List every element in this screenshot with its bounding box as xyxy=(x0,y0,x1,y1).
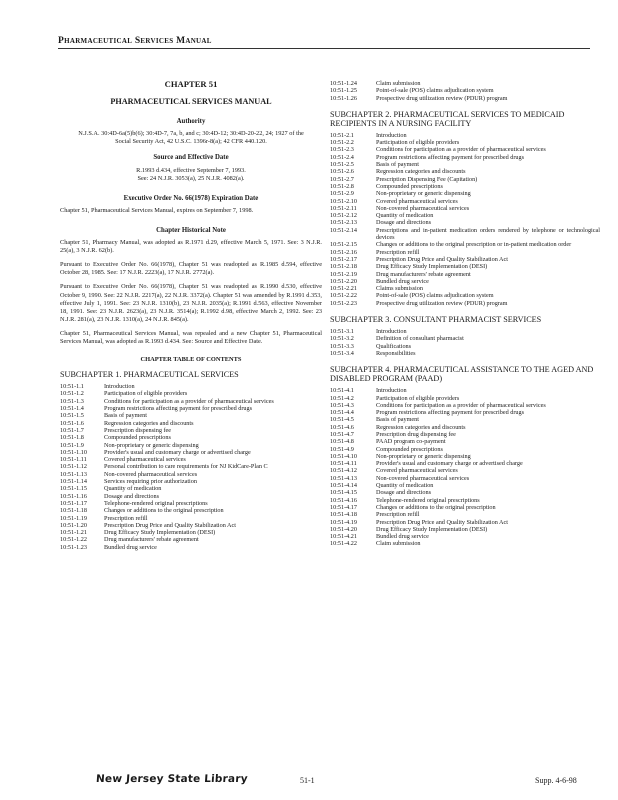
toc-entry-title: Quantity of medication xyxy=(376,482,434,490)
toc-entry-title: Non-covered pharmaceutical services xyxy=(376,204,470,212)
toc-entry-title: Compounded prescriptions xyxy=(104,434,171,442)
toc-entry-number: 10:51-1.22 xyxy=(60,536,87,544)
toc-entry-title: Dosage and directions xyxy=(104,492,159,500)
toc-entry xyxy=(60,500,322,507)
toc-entry-number: 10:51-4.15 xyxy=(330,489,357,497)
toc-entry-title: Drug manufacturers' rebate agreement xyxy=(376,270,471,278)
toc-entry xyxy=(60,529,322,536)
toc-entry-number: 10:51-1.8 xyxy=(60,434,84,442)
toc-entry-number: 10:51-4.19 xyxy=(330,518,357,526)
toc-entry xyxy=(60,434,322,441)
toc-entry xyxy=(60,405,322,412)
toc-entry-title: Definition of consultant pharmacist xyxy=(376,335,464,343)
toc-entry xyxy=(330,168,600,175)
toc-entry-title: Changes or additions to the original prescription xyxy=(376,503,496,511)
subchapter-1-toc-continued xyxy=(330,80,600,102)
toc-entry xyxy=(330,533,600,540)
toc-entry-title: Bundled drug service xyxy=(376,533,429,541)
toc-entry-title: Bundled drug service xyxy=(104,543,157,551)
toc-entry xyxy=(330,198,600,205)
toc-entry xyxy=(330,540,600,547)
toc-entry xyxy=(60,398,322,405)
history-paragraph-4: Chapter 51, Pharmaceutical Services Manual, was repealed and a new Chapter 51, Pharmaceutical Services Manual, was adopted as R.1993 d.434. See: Source and Effective Date. xyxy=(60,329,322,345)
toc-entry xyxy=(60,456,322,463)
history-paragraph-2: Pursuant to Executive Order No. 66(1978), Chapter 51 was readopted as R.1985 d.594, effective October 28, 1985. See: 17 N.J.R. 2223(a), 17 N.J.R. 2772(a). xyxy=(60,261,322,277)
toc-entry-number: 10:51-1.24 xyxy=(330,80,357,87)
toc-entry xyxy=(330,395,600,402)
toc-entry-title: Basis of payment xyxy=(376,161,419,169)
toc-entry-title: Quantity of medication xyxy=(104,485,162,493)
toc-entry-number: 10:51-3.1 xyxy=(330,328,354,336)
toc-entry xyxy=(60,478,322,485)
toc-entry-title: Non-proprietary or generic dispensing xyxy=(104,441,199,449)
toc-entry-number: 10:51-2.9 xyxy=(330,190,354,198)
toc-entry-number: 10:51-4.10 xyxy=(330,452,357,460)
manual-title: PHARMACEUTICAL SERVICES MANUAL xyxy=(110,97,272,107)
toc-entry-title: Provider's usual and customary charge or advertised charge xyxy=(104,448,251,456)
toc-entry-title: Prescription dispensing fee xyxy=(104,426,172,434)
toc-entry-title: Prescription refill xyxy=(104,514,148,522)
toc-entry-title: Claim submission xyxy=(376,540,421,548)
toc-entry-title: Claims submission xyxy=(376,285,423,293)
toc-entry xyxy=(330,146,600,153)
toc-entry-number: 10:51-1.11 xyxy=(60,456,87,464)
toc-entry-number: 10:51-4.20 xyxy=(330,525,357,533)
toc-entry xyxy=(330,497,600,504)
toc-entry xyxy=(60,515,322,522)
toc-entry xyxy=(60,390,322,397)
subchapter-1-title: SUBCHAPTER 1. PHARMACEUTICAL SERVICES xyxy=(60,370,239,380)
toc-entry xyxy=(330,87,600,94)
toc-entry-number: 10:51-2.15 xyxy=(330,241,357,249)
toc-entry-title: Conditions for participation as a provider of pharmaceutical services xyxy=(376,401,546,409)
toc-entry-title: Participation of eligible providers xyxy=(376,394,460,402)
subchapter-4-toc xyxy=(330,387,600,548)
toc-entry xyxy=(330,292,600,299)
toc-entry-number: 10:51-4.1 xyxy=(330,387,354,395)
toc-entry-title: Bundled drug service xyxy=(376,277,429,285)
toc-entry-number: 10:51-1.16 xyxy=(60,492,87,500)
toc-entry-title: Non-proprietary or generic dispensing xyxy=(376,190,471,198)
subchapter-4-title: SUBCHAPTER 4. PHARMACEUTICAL ASSISTANCE TO THE AGED AND DISABLED PROGRAM (PAAD) xyxy=(330,365,594,384)
toc-entry-number: 10:51-4.9 xyxy=(330,445,354,453)
toc-entry xyxy=(330,431,600,438)
toc-entry-number: 10:51-2.6 xyxy=(330,168,354,176)
toc-entry-title: Conditions for participation as a provider of pharmaceutical services xyxy=(104,397,274,405)
toc-entry-number: 10:51-4.13 xyxy=(330,474,357,482)
toc-entry xyxy=(330,519,600,526)
toc-entry xyxy=(330,219,600,226)
toc-entry xyxy=(330,328,600,335)
toc-entry-title: Program restrictions affecting payment for prescribed drugs xyxy=(376,409,524,417)
toc-entry xyxy=(330,80,600,87)
toc-entry-number: 10:51-4.11 xyxy=(330,460,357,468)
exec-order-text: Chapter 51, Pharmaceutical Services Manual, expires on September 7, 1998. xyxy=(60,206,254,214)
history-paragraph-1: Chapter 51, Pharmacy Manual, was adopted as R.1971 d.29, effective March 5, 1971. See: 3 N.J.R. 25(a), 3 N.J.R. 62(b). xyxy=(60,239,322,255)
toc-entry-number: 10:51-1.20 xyxy=(60,521,87,529)
toc-entry-title: Dosage and directions xyxy=(376,219,431,227)
toc-entry-number: 10:51-2.23 xyxy=(330,299,357,307)
toc-entry xyxy=(330,132,600,139)
toc-entry-number: 10:51-1.7 xyxy=(60,426,84,434)
toc-entry xyxy=(330,387,600,394)
toc-entry-number: 10:51-1.13 xyxy=(60,470,87,478)
authority-heading: Authority xyxy=(176,118,206,126)
toc-entry-title: Covered pharmaceutical services xyxy=(104,456,186,464)
toc-entry-title: Provider's usual and customary charge or advertised charge xyxy=(376,460,523,468)
toc-entry-title: Point-of-sale (POS) claims adjudication system xyxy=(376,87,494,95)
toc-entry xyxy=(330,95,600,102)
toc-entry-number: 10:51-2.10 xyxy=(330,197,357,205)
supplement-date: Supp. 4-6-98 xyxy=(535,776,577,785)
toc-entry-title: Dosage and directions xyxy=(376,489,431,497)
toc-entry xyxy=(330,438,600,445)
toc-entry-number: 10:51-2.12 xyxy=(330,212,357,220)
toc-entry-title: Changes or additions to the original prescription or in-patient medication order xyxy=(376,241,572,249)
toc-entry-number: 10:51-2.5 xyxy=(330,161,354,169)
source-line-1: R.1993 d.434, effective September 7, 1993. xyxy=(136,166,246,174)
toc-entry xyxy=(330,176,600,183)
toc-entry xyxy=(330,343,600,350)
toc-entry-title: Responsibilities xyxy=(376,349,416,357)
toc-entry-number: 10:51-2.14 xyxy=(330,226,357,234)
toc-entry-title: Drug Efficacy Study Implementation (DESI) xyxy=(376,525,488,533)
toc-entry-number: 10:51-2.8 xyxy=(330,182,354,190)
toc-entry xyxy=(60,420,322,427)
toc-entry xyxy=(60,427,322,434)
history-heading: Chapter Historical Note xyxy=(156,226,226,234)
toc-entry xyxy=(330,453,600,460)
toc-entry xyxy=(330,256,600,263)
toc-entry-number: 10:51-4.14 xyxy=(330,482,357,490)
toc-entry-title: Personal contribution to care requirements for NJ KidCare-Plan C xyxy=(104,463,268,471)
toc-entry xyxy=(330,526,600,533)
toc-entry-title: Non-proprietary or generic dispensing xyxy=(376,452,471,460)
toc-entry xyxy=(330,475,600,482)
toc-entry-number: 10:51-3.3 xyxy=(330,342,354,350)
toc-entry-number: 10:51-1.19 xyxy=(60,514,87,522)
toc-entry xyxy=(330,249,600,256)
toc-entry-number: 10:51-2.21 xyxy=(330,285,357,293)
toc-entry xyxy=(60,493,322,500)
toc-entry-title: Telephone-rendered original prescriptions xyxy=(104,499,208,507)
toc-entry xyxy=(60,442,322,449)
exec-order-heading: Executive Order No. 66(1978) Expiration Date xyxy=(123,194,259,202)
toc-entry xyxy=(330,285,600,292)
toc-entry-number: 10:51-2.4 xyxy=(330,153,354,161)
toc-entry-title: Program restrictions affecting payment for prescribed drugs xyxy=(104,405,252,413)
toc-entry-title: Introduction xyxy=(376,387,407,395)
chapter-number: CHAPTER 51 xyxy=(164,79,218,89)
toc-entry-number: 10:51-4.17 xyxy=(330,503,357,511)
header-rule xyxy=(58,48,590,49)
toc-entry-title: Prescription Drug Price and Quality Stabilization Act xyxy=(104,521,236,529)
toc-entry-number: 10:51-1.17 xyxy=(60,499,87,507)
toc-entry-number: 10:51-1.14 xyxy=(60,478,87,486)
toc-entry-number: 10:51-4.21 xyxy=(330,533,357,541)
toc-entry-number: 10:51-2.11 xyxy=(330,204,357,212)
toc-entry xyxy=(60,485,322,492)
toc-entry-title: Introduction xyxy=(376,328,407,336)
toc-entry xyxy=(330,511,600,518)
toc-entry-title: Introduction xyxy=(104,383,135,391)
toc-entry-number: 10:51-1.26 xyxy=(330,94,357,102)
toc-entry-number: 10:51-4.5 xyxy=(330,416,354,424)
toc-entry-number: 10:51-1.5 xyxy=(60,412,84,420)
toc-entry xyxy=(60,536,322,543)
subchapter-1-toc xyxy=(60,383,322,551)
toc-entry-title: Prospective drug utilization review (PDUR) program xyxy=(376,94,508,102)
toc-entry xyxy=(330,190,600,197)
toc-entry-number: 10:51-4.8 xyxy=(330,438,354,446)
toc-entry-number: 10:51-1.18 xyxy=(60,507,87,515)
toc-entry xyxy=(330,212,600,219)
subchapter-3-toc xyxy=(330,328,600,357)
toc-entry xyxy=(330,504,600,511)
toc-entry-number: 10:51-1.2 xyxy=(60,390,84,398)
toc-entry xyxy=(330,300,600,307)
toc-entry-title: Conditions for participation as a provider of pharmaceutical services xyxy=(376,146,546,154)
toc-entry-title: Services requiring prior authorization xyxy=(104,478,197,486)
source-heading: Source and Effective Date xyxy=(153,154,229,162)
toc-entry-title: Non-covered pharmaceutical services xyxy=(104,470,198,478)
library-stamp: New Jersey State Library xyxy=(95,773,249,785)
toc-entry-number: 10:51-1.9 xyxy=(60,441,84,449)
toc-entry-title: Qualifications xyxy=(376,342,412,350)
subchapter-2-title: SUBCHAPTER 2. PHARMACEUTICAL SERVICES TO MEDICAID RECIPIENTS IN A NURSING FACILITY xyxy=(330,109,565,128)
toc-entry-number: 10:51-2.17 xyxy=(330,255,357,263)
toc-entry-number: 10:51-2.18 xyxy=(330,263,357,271)
toc-title: CHAPTER TABLE OF CONTENTS xyxy=(140,356,242,364)
toc-entry-number: 10:51-1.6 xyxy=(60,419,84,427)
authority-text: N.J.S.A. 30:4D-6a(5)b(6); 30:4D-7, 7a, b, and c; 30:4D-12; 30:4D-20-22, 24; 1927 of the Social Security Act, 42 U.S.C. 1396r-8(a); 42 CFR 440.120. xyxy=(78,130,304,146)
toc-entry xyxy=(60,522,322,529)
toc-entry-number: 10:51-4.2 xyxy=(330,394,354,402)
toc-entry xyxy=(60,507,322,514)
toc-entry-title: Prescription Dispensing Fee (Capitation) xyxy=(376,175,478,183)
toc-entry xyxy=(330,161,600,168)
toc-entry-title: Prescription refill xyxy=(376,511,420,519)
toc-entry-title: Prescription refill xyxy=(376,248,420,256)
toc-entry-number: 10:51-2.20 xyxy=(330,277,357,285)
toc-entry-title: Prescription Drug Price and Quality Stabilization Act xyxy=(376,255,508,263)
toc-entry-title: Basis of payment xyxy=(104,412,147,420)
toc-entry-number: 10:51-1.15 xyxy=(60,485,87,493)
toc-entry-title: Non-covered pharmaceutical services xyxy=(376,474,470,482)
toc-entry-title: Prescription drug dispensing fee xyxy=(376,430,456,438)
toc-entry xyxy=(330,271,600,278)
toc-entry-title: Telephone-rendered original prescriptions xyxy=(376,496,480,504)
toc-entry-title: Drug manufacturers' rebate agreement xyxy=(104,536,199,544)
subchapter-3-title: SUBCHAPTER 3. CONSULTANT PHARMACIST SERVICES xyxy=(330,315,542,325)
toc-entry-title: Drug Efficacy Study Implementation (DESI) xyxy=(104,529,216,537)
toc-entry-number: 10:51-3.4 xyxy=(330,349,354,357)
toc-entry xyxy=(330,467,600,474)
toc-entry-title: PAAD program co-payment xyxy=(376,438,446,446)
toc-entry xyxy=(330,409,600,416)
toc-entry-number: 10:51-2.19 xyxy=(330,270,357,278)
toc-entry-title: Compounded prescriptions xyxy=(376,445,443,453)
toc-entry-title: Basis of payment xyxy=(376,416,419,424)
toc-entry-number: 10:51-2.1 xyxy=(330,131,354,139)
toc-entry-number: 10:51-1.10 xyxy=(60,448,87,456)
toc-entry-number: 10:51-1.4 xyxy=(60,405,84,413)
toc-entry xyxy=(330,139,600,146)
toc-entry xyxy=(330,489,600,496)
toc-entry-title: Regression categories and discounts xyxy=(104,419,194,427)
toc-entry-number: 10:51-4.4 xyxy=(330,409,354,417)
toc-entry xyxy=(330,424,600,431)
toc-entry-number: 10:51-1.21 xyxy=(60,529,87,537)
toc-entry-title: Drug Efficacy Study Implementation (DESI) xyxy=(376,263,488,271)
toc-entry xyxy=(330,416,600,423)
toc-entry-number: 10:51-2.3 xyxy=(330,146,354,154)
toc-entry-title: Participation of eligible providers xyxy=(104,390,188,398)
right-column xyxy=(330,80,600,548)
toc-entry xyxy=(330,278,600,285)
toc-entry xyxy=(60,471,322,478)
toc-entry-title: Regression categories and discounts xyxy=(376,168,466,176)
page-footer xyxy=(0,775,618,795)
toc-entry xyxy=(60,383,322,390)
toc-entry-number: 10:51-4.3 xyxy=(330,401,354,409)
toc-entry-number: 10:51-4.22 xyxy=(330,540,357,548)
toc-entry xyxy=(330,183,600,190)
toc-entry xyxy=(330,350,600,357)
toc-entry-title: Quantity of medication xyxy=(376,212,434,220)
toc-entry-number: 10:51-1.1 xyxy=(60,383,84,391)
toc-entry xyxy=(60,544,322,551)
toc-entry xyxy=(330,227,600,242)
toc-entry-number: 10:51-2.22 xyxy=(330,292,357,300)
toc-entry xyxy=(60,412,322,419)
toc-entry-number: 10:51-2.7 xyxy=(330,175,354,183)
toc-entry-title: Claim submission xyxy=(376,80,421,87)
toc-entry xyxy=(330,460,600,467)
toc-entry xyxy=(330,154,600,161)
toc-entry xyxy=(60,449,322,456)
toc-entry-number: 10:51-4.6 xyxy=(330,423,354,431)
toc-entry xyxy=(330,241,600,248)
toc-entry-title: Changes or additions to the original prescription xyxy=(104,507,224,515)
toc-entry-number: 10:51-4.12 xyxy=(330,467,357,475)
toc-entry-number: 10:51-2.2 xyxy=(330,139,354,147)
toc-entry-number: 10:51-1.25 xyxy=(330,87,357,95)
toc-entry-title: Participation of eligible providers xyxy=(376,139,460,147)
history-paragraph-3: Pursuant to Executive Order No. 66(1978), Chapter 51 was readopted as R.1990 d.530, effective October 9, 1990. See: 22 N.J.R. 2217(a), 22 N.J.R. 3372(a). Chapter 51 was amended by R.1991 d.353, effective July 1, 1991. See: 23 N.J.R. 1310(b), 23 N.J.R. 2035(a); R.1991 d.563, effective November 18, 1991. See: 23 N.J.R. 2623(a), 23 N.J.R. 3514(a); R.1992 d.98, effective March 2, 1992. See: 23 N.J.R. 281(a), 23 N.J.R. 1310(a), 24 N.J.R. 845(a). xyxy=(60,283,322,323)
toc-entry-number: 10:51-4.7 xyxy=(330,430,354,438)
toc-entry xyxy=(330,205,600,212)
left-column xyxy=(60,80,322,551)
toc-entry xyxy=(330,482,600,489)
toc-entry-title: Covered pharmaceutical services xyxy=(376,467,458,475)
running-head: Pharmaceutical Services Manual xyxy=(58,36,212,46)
toc-entry-number: 10:51-2.16 xyxy=(330,248,357,256)
toc-entry xyxy=(330,263,600,270)
toc-entry-title: Compounded prescriptions xyxy=(376,182,443,190)
toc-entry-title: Prescriptions and in-patient medication orders rendered by telephone or technological devices xyxy=(376,226,600,242)
toc-entry-title: Regression categories and discounts xyxy=(376,423,466,431)
toc-entry-number: 10:51-1.23 xyxy=(60,543,87,551)
toc-entry-number: 10:51-3.2 xyxy=(330,335,354,343)
subchapter-2-toc xyxy=(330,132,600,307)
toc-entry-title: Prospective drug utilization review (PDUR) program xyxy=(376,299,508,307)
toc-entry-number: 10:51-4.18 xyxy=(330,511,357,519)
toc-entry-title: Program restrictions affecting payment for prescribed drugs xyxy=(376,153,524,161)
page-number: 51-1 xyxy=(300,776,315,785)
toc-entry xyxy=(60,463,322,470)
toc-entry-number: 10:51-2.13 xyxy=(330,219,357,227)
toc-entry-title: Point-of-sale (POS) claims adjudication system xyxy=(376,292,494,300)
toc-entry xyxy=(330,446,600,453)
toc-entry-number: 10:51-4.16 xyxy=(330,496,357,504)
toc-entry-title: Prescription Drug Price and Quality Stabilization Act xyxy=(376,518,508,526)
toc-entry-title: Introduction xyxy=(376,131,407,139)
source-line-2: See: 24 N.J.R. 3053(a), 25 N.J.R. 4082(a). xyxy=(137,174,245,182)
toc-entry xyxy=(330,335,600,342)
toc-entry-number: 10:51-1.3 xyxy=(60,397,84,405)
toc-entry-number: 10:51-1.12 xyxy=(60,463,87,471)
toc-entry-title: Covered pharmaceutical services xyxy=(376,197,458,205)
toc-entry xyxy=(330,402,600,409)
